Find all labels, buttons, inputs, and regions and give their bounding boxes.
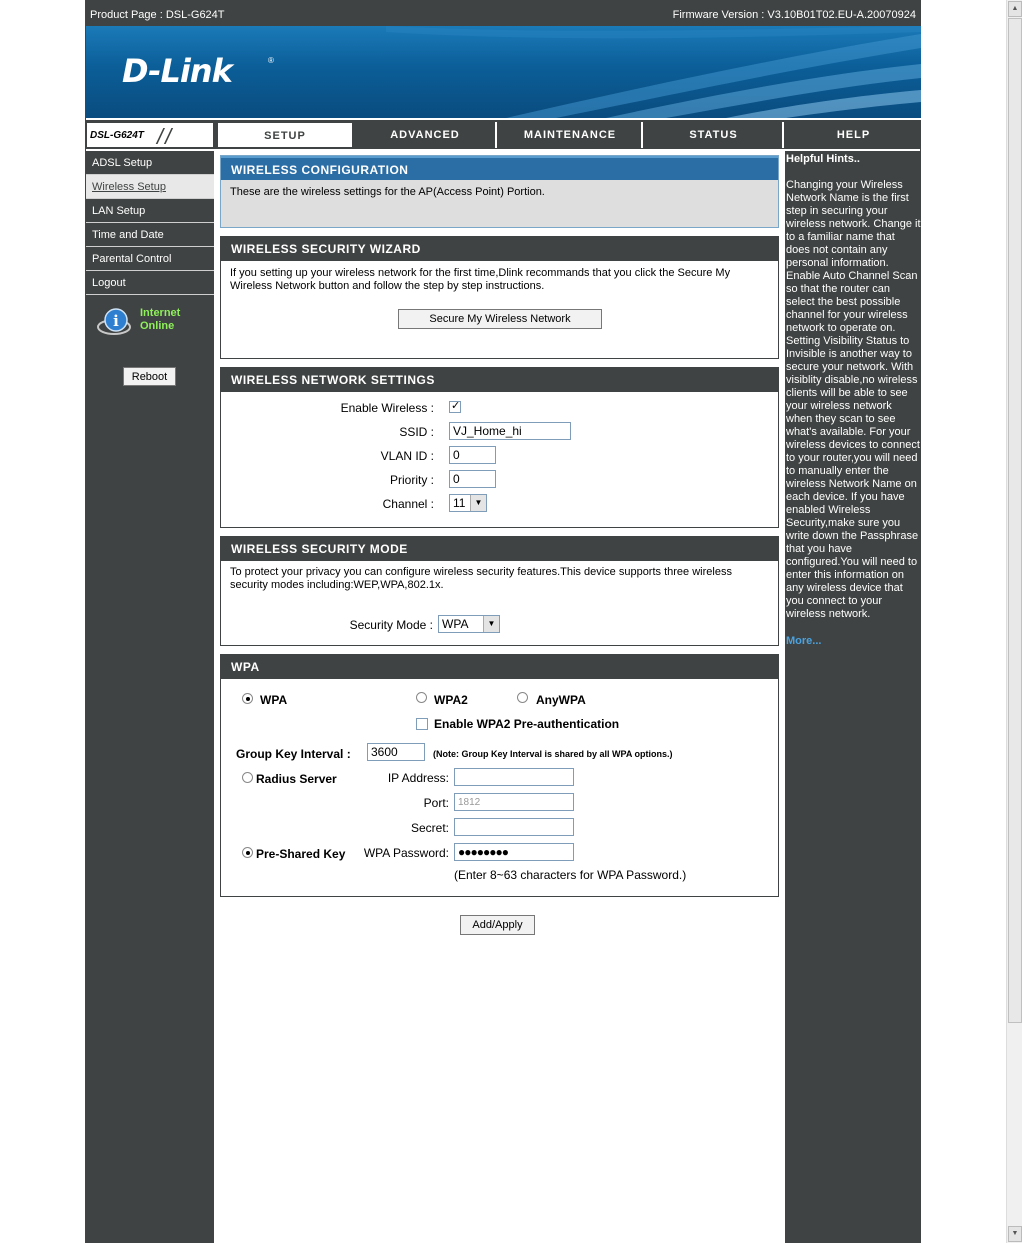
main-tab-bar bbox=[86, 118, 921, 149]
wpa-option-label: WPA bbox=[260, 693, 288, 707]
security-mode-select[interactable] bbox=[438, 615, 500, 633]
panel-title: WPA bbox=[221, 655, 778, 679]
wpa2-radio[interactable] bbox=[416, 692, 427, 703]
product-page-label: Product Page : DSL-G624T bbox=[90, 9, 225, 21]
tab-maintenance[interactable]: MAINTENANCE bbox=[499, 122, 643, 148]
wpa2-option-label: WPA2 bbox=[434, 693, 468, 707]
security-description: To protect your privacy you can configure wireless security features.This device supports three wireless security modes including:WEP,WPA,802.1x. bbox=[230, 566, 732, 591]
helpful-hints-panel bbox=[785, 151, 921, 1243]
wpa2-preauth-label: Enable WPA2 Pre-authentication bbox=[434, 717, 620, 731]
wireless-configuration-panel bbox=[220, 155, 779, 228]
security-mode-value: WPA bbox=[442, 617, 469, 631]
wpa-password-hint: (Enter 8~63 characters for WPA Password.) bbox=[454, 868, 687, 882]
ip-address-input[interactable] bbox=[454, 768, 574, 786]
scroll-down-icon[interactable]: ▼ bbox=[1008, 1226, 1022, 1242]
hints-more-link[interactable]: More... bbox=[786, 635, 822, 647]
enable-wireless-checkbox[interactable] bbox=[449, 401, 461, 413]
channel-select[interactable] bbox=[449, 494, 487, 512]
status-line-online: Online bbox=[140, 320, 175, 332]
channel-label: Channel : bbox=[382, 497, 434, 511]
wpa-password-input[interactable] bbox=[454, 843, 574, 861]
radius-server-label: Radius Server bbox=[256, 772, 337, 786]
tab-setup[interactable]: SETUP bbox=[217, 122, 353, 148]
wireless-network-settings-panel bbox=[220, 367, 779, 528]
panel-description: These are the wireless settings for the AP(Access Point) Portion. bbox=[230, 186, 545, 198]
panel-title: WIRELESS SECURITY WIZARD bbox=[221, 237, 778, 261]
sidebar-item-time-and-date[interactable]: Time and Date bbox=[86, 223, 214, 247]
tab-status[interactable]: STATUS bbox=[645, 122, 784, 148]
add-apply-button[interactable]: Add/Apply bbox=[460, 915, 535, 935]
sidebar-item-adsl-setup[interactable]: ADSL Setup bbox=[86, 151, 214, 175]
panel-title: WIRELESS NETWORK SETTINGS bbox=[221, 368, 778, 392]
tab-help[interactable]: HELP bbox=[836, 129, 871, 141]
channel-row bbox=[221, 493, 778, 517]
dlink-logo: D-Link bbox=[122, 52, 232, 90]
pre-shared-key-label: Pre-Shared Key bbox=[256, 847, 346, 861]
registered-mark: ® bbox=[268, 56, 274, 65]
sidebar bbox=[86, 151, 214, 1243]
vertical-scrollbar[interactable] bbox=[1006, 0, 1022, 1243]
priority-input[interactable] bbox=[449, 470, 496, 488]
wizard-description: If you setting up your wireless network for the first time,Dlink recommands that you click the Secure My Wireless Network button and follow the step by step instructions. bbox=[230, 267, 731, 292]
group-key-interval-label: Group Key Interval : bbox=[236, 747, 351, 761]
ssid-row bbox=[221, 421, 778, 445]
top-bar bbox=[86, 0, 921, 26]
group-key-note: (Note: Group Key Interval is shared by all WPA options.) bbox=[433, 749, 673, 759]
sidebar-item-logout[interactable]: Logout bbox=[86, 271, 214, 295]
ip-address-label: IP Address: bbox=[387, 771, 449, 785]
svg-text:i: i bbox=[113, 312, 119, 330]
panel-title: WIRELESS CONFIGURATION bbox=[221, 156, 778, 180]
wpa-radio[interactable] bbox=[242, 693, 253, 704]
anywpa-radio[interactable] bbox=[517, 692, 528, 703]
scroll-up-icon[interactable]: ▲ bbox=[1008, 1, 1022, 17]
sidebar-item-wireless-setup[interactable]: Wireless Setup bbox=[86, 175, 214, 199]
ssid-label: SSID : bbox=[399, 425, 434, 439]
wpa-panel bbox=[220, 654, 779, 897]
chevron-down-icon: ▼ bbox=[483, 616, 499, 632]
secret-input[interactable] bbox=[454, 818, 574, 836]
wireless-security-mode-panel bbox=[220, 536, 779, 646]
wpa2-preauth-checkbox[interactable] bbox=[416, 718, 428, 730]
anywpa-option-label: AnyWPA bbox=[536, 693, 586, 707]
vlan-id-row bbox=[221, 445, 778, 469]
reboot-button[interactable]: Reboot bbox=[123, 367, 176, 386]
main-content bbox=[220, 155, 779, 935]
security-mode-label: Security Mode : bbox=[349, 618, 433, 632]
sidebar-item-parental-control[interactable]: Parental Control bbox=[86, 247, 214, 271]
scrollbar-thumb[interactable] bbox=[1008, 18, 1022, 1023]
secure-my-wireless-network-button[interactable]: Secure My Wireless Network bbox=[398, 309, 602, 329]
enable-wireless-row bbox=[221, 397, 778, 421]
hints-body: Changing your Wireless Network Name is the first step in securing your wireless network. Change it to a familiar name that does not contain any personal information. Enable Auto Channel Scan so that the router can select the best possible channel for your wireless network to operate on. Setting Visibility Status to Invisible is another way to secure your network. With visiblity disable,no wireless clients will be able to see your wireless network when they scan to see what's available. For your wireless devices to connect to your router,you will need to manually enter the wireless Network Name on each device. If you have enabled Wireless Security,make sure you write down the Passphrase that you have configured.You will need to enter this information on any wireless device that you connect to your wireless network. bbox=[786, 179, 921, 620]
vlan-id-input[interactable] bbox=[449, 446, 496, 464]
pre-shared-key-radio[interactable] bbox=[242, 847, 253, 858]
vlan-id-label: VLAN ID : bbox=[380, 449, 434, 463]
port-input[interactable] bbox=[454, 793, 574, 811]
priority-row bbox=[221, 469, 778, 493]
apply-row bbox=[220, 905, 779, 935]
header-banner bbox=[86, 26, 921, 118]
internet-status-text bbox=[140, 307, 180, 333]
internet-status bbox=[86, 295, 214, 351]
chevron-down-icon: ▼ bbox=[470, 495, 486, 511]
slash-decoration: // bbox=[157, 124, 174, 149]
panel-title: WIRELESS SECURITY MODE bbox=[221, 537, 778, 561]
model-badge bbox=[86, 122, 214, 148]
ssid-input[interactable] bbox=[449, 422, 571, 440]
wireless-security-wizard-panel bbox=[220, 236, 779, 359]
secret-label: Secret: bbox=[410, 821, 449, 835]
tab-advanced[interactable]: ADVANCED bbox=[355, 122, 497, 148]
channel-value: 11 bbox=[453, 496, 466, 510]
hints-title: Helpful Hints.. bbox=[786, 153, 860, 165]
info-globe-icon bbox=[96, 305, 132, 337]
radius-server-radio[interactable] bbox=[242, 772, 253, 783]
firmware-version-label: Firmware Version : V3.10B01T02.EU-A.20070924 bbox=[672, 9, 916, 21]
enable-wireless-label: Enable Wireless : bbox=[340, 401, 434, 415]
wpa-password-label: WPA Password: bbox=[363, 846, 449, 860]
port-label: Port: bbox=[423, 796, 449, 810]
status-line-internet: Internet bbox=[140, 307, 181, 319]
priority-label: Priority : bbox=[389, 473, 434, 487]
page-frame bbox=[85, 0, 921, 1243]
model-label: DSL-G624T bbox=[90, 130, 144, 141]
group-key-interval-input[interactable] bbox=[367, 743, 425, 761]
sidebar-item-lan-setup[interactable]: LAN Setup bbox=[86, 199, 214, 223]
